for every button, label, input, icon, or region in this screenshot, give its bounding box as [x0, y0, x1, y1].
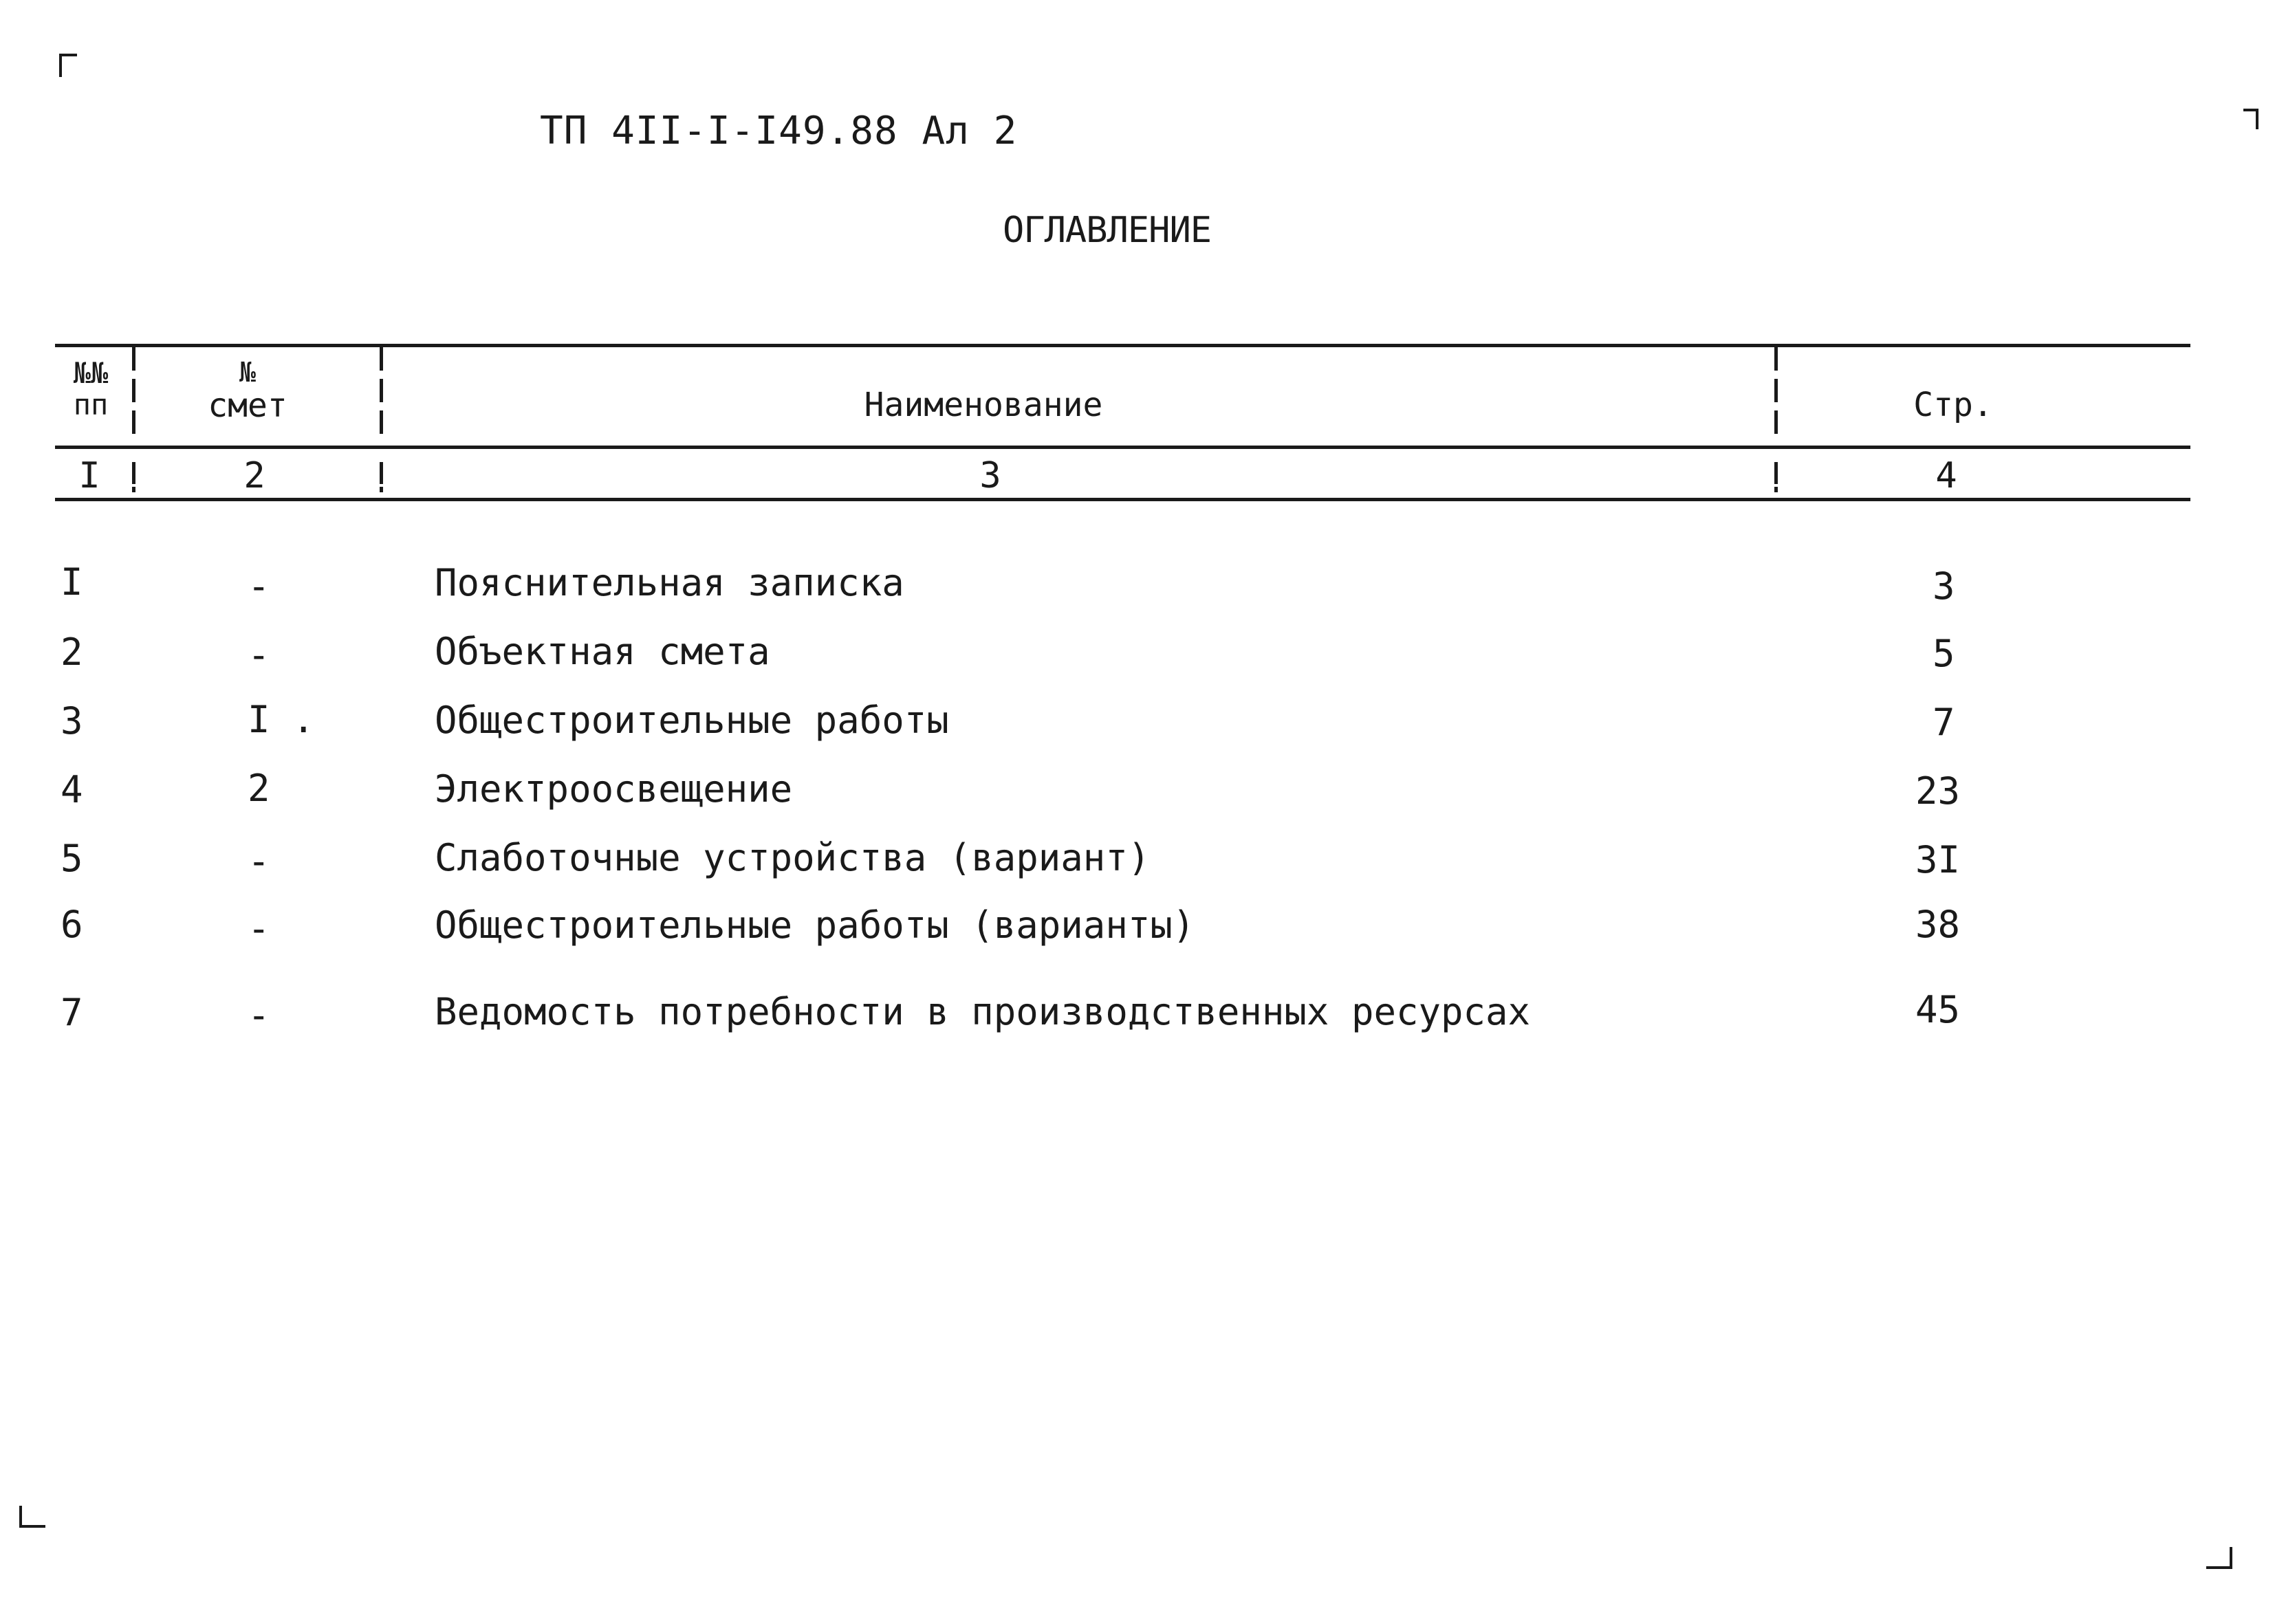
row-page: 3: [1933, 564, 1955, 608]
row-estimate: I .: [248, 698, 315, 741]
corner-mark-top-right: [2243, 109, 2258, 129]
row-page: 45: [1915, 988, 1961, 1031]
row-page: 3I: [1915, 838, 1961, 881]
row-name: Слаботочные устройства (вариант): [435, 836, 1151, 879]
column-header-estimate-line2: смет: [208, 386, 287, 425]
column-header-page-line2: Стр.: [1913, 386, 1993, 424]
row-estimate: 2: [248, 767, 270, 810]
row-estimate: -: [248, 564, 270, 608]
row-page: 7: [1933, 701, 1955, 744]
row-page: 23: [1915, 769, 1961, 813]
row-page: 5: [1933, 632, 1955, 675]
row-estimate: -: [248, 840, 270, 883]
row-estimate: -: [248, 994, 270, 1037]
column-separator: [1774, 347, 1778, 441]
table-header-rule: [55, 446, 2190, 449]
row-name: Пояснительная записка: [435, 561, 904, 604]
page-title: ОГЛАВЛЕНИЕ: [1003, 210, 1212, 251]
column-header-name: [812, 387, 1155, 424]
row-name: Ведомость потребности в производственных ресурсах: [435, 990, 1531, 1033]
row-number: 3: [61, 699, 83, 743]
column-header-no-line1: №№: [73, 356, 109, 390]
row-name: Электроосвещение: [435, 767, 793, 811]
column-header-page: [1884, 387, 2022, 424]
column-separator: [1774, 462, 1778, 492]
row-estimate: -: [248, 907, 270, 950]
row-name: Общестроительные работы: [435, 699, 949, 742]
row-number: 5: [61, 837, 83, 880]
column-number-4: 4: [1935, 455, 1957, 496]
row-number: I: [61, 560, 83, 604]
row-estimate: -: [248, 633, 270, 677]
row-number: 6: [61, 903, 83, 946]
column-separator: [380, 462, 383, 492]
column-separator: [132, 347, 135, 441]
column-separator: [132, 462, 135, 492]
column-header-no-line2: пп: [73, 388, 109, 422]
column-separator: [380, 347, 383, 441]
row-number: 2: [61, 630, 83, 674]
corner-mark-bottom-right: [2206, 1547, 2232, 1569]
column-header-name-line2: Наименование: [864, 386, 1103, 424]
column-number-3: 3: [979, 455, 1001, 496]
corner-mark-bottom-left: [19, 1506, 45, 1528]
row-name: Общестроительные работы (варианты): [435, 903, 1195, 947]
column-header-estimate: [186, 358, 309, 424]
row-number: 7: [61, 991, 83, 1034]
column-number-1: I: [78, 455, 100, 496]
document-code: ТП 4II-I-I49.88 Ал 2: [540, 109, 1018, 153]
row-name: Объектная смета: [435, 630, 770, 673]
column-number-2: 2: [243, 455, 265, 496]
table-top-rule: [55, 344, 2190, 347]
row-number: 4: [61, 768, 83, 811]
table-column-numbers-rule: [55, 498, 2190, 501]
column-header-estimate-line1: №: [239, 357, 257, 388]
column-header-no: [56, 358, 125, 421]
row-page: 38: [1915, 903, 1961, 946]
corner-mark-top-left: [59, 54, 77, 77]
